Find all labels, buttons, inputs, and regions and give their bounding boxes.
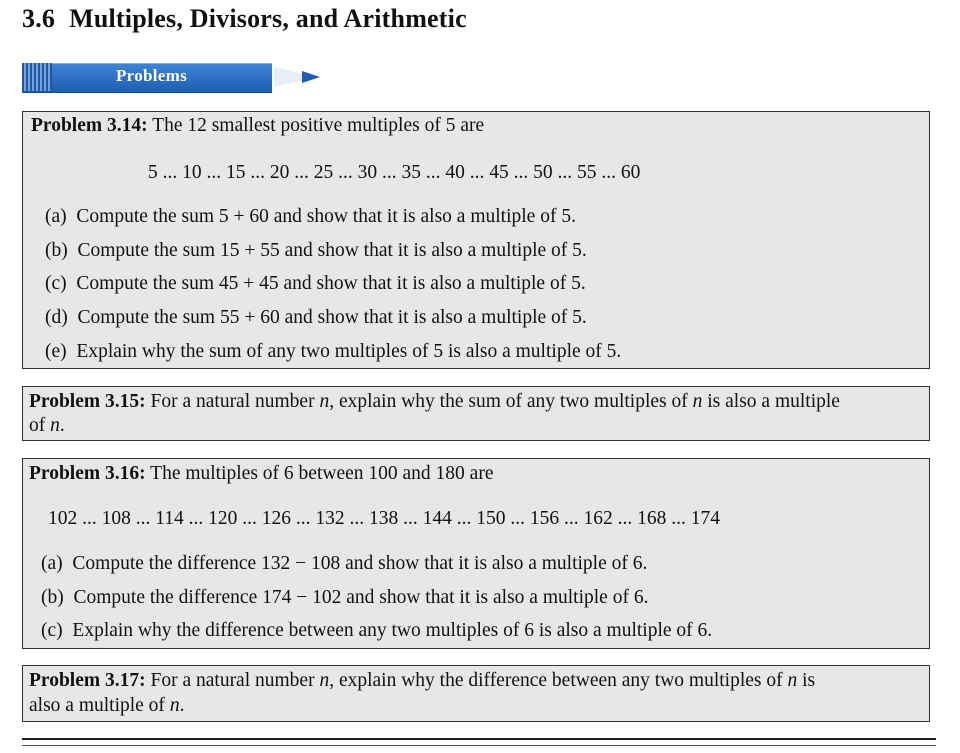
problem-3-16-heading [29, 462, 493, 486]
problem-3-15-box [22, 386, 930, 441]
variable-n: n [319, 391, 330, 412]
problem-3-16-box [22, 458, 930, 649]
problem-text: , explain why the sum of any two multiples of [329, 391, 693, 412]
part-tag: (c) [45, 273, 67, 294]
problem-part [41, 586, 648, 610]
problem-part [45, 340, 621, 364]
section-title-text: Multiples, Divisors, and Arithmetic [69, 4, 467, 33]
problem-statement: The multiples of 6 between 100 and 180 are [150, 463, 494, 484]
pencil-eraser-band [22, 63, 52, 91]
problem-text: . [179, 695, 185, 716]
problem-3-14-heading [31, 114, 484, 138]
problem-3-17-line-1 [29, 669, 815, 693]
part-tag: (b) [41, 587, 64, 608]
problem-statement: The 12 smallest positive multiples of 5 are [152, 115, 485, 136]
problem-text: is also a multiple [702, 391, 840, 412]
problem-part [41, 552, 647, 576]
part-text: Compute the sum 55 + 60 and show that it is also a multiple of 5. [77, 307, 587, 328]
problem-part [45, 306, 587, 330]
section-number: 3.6 [22, 4, 56, 33]
problem-text: is [797, 670, 816, 691]
problem-3-15-line-2 [29, 414, 65, 438]
problem-3-17-line-2 [29, 694, 184, 718]
problem-3-17-box [22, 665, 930, 722]
problem-label: Problem 3.15: [29, 391, 146, 412]
problem-3-14-box [22, 111, 930, 369]
bottom-rule-thin [22, 745, 936, 746]
problem-label: Problem 3.14: [31, 115, 148, 136]
part-text: Compute the sum 45 + 45 and show that it is also a multiple of 5. [76, 273, 586, 294]
problem-part [45, 205, 576, 229]
problems-banner [22, 63, 322, 91]
multiples-sequence: 5 ... 10 ... 15 ... 20 ... 25 ... 30 ... 35 ... 40 ... 45 ... 50 ... 55 ... 60 [148, 162, 641, 183]
problem-text: also a multiple of [29, 695, 170, 716]
bottom-rule [22, 738, 936, 740]
problem-text: . [59, 415, 65, 436]
multiples-sequence: 102 ... 108 ... 114 ... 120 ... 126 ... 132 ... 138 ... 144 ... 150 ... 156 ... 162 ... 168 ... 174 [48, 508, 721, 529]
part-tag: (a) [45, 206, 67, 227]
part-tag: (a) [41, 553, 63, 574]
part-text: Compute the difference 132 − 108 and show that it is also a multiple of 6. [72, 553, 648, 574]
variable-n: n [319, 670, 330, 691]
part-tag: (c) [41, 620, 63, 641]
part-tag: (d) [45, 307, 68, 328]
part-tag: (e) [45, 341, 67, 362]
part-text: Compute the sum 5 + 60 and show that it is also a multiple of 5. [76, 206, 576, 227]
problem-text: of [29, 415, 51, 436]
problem-label: Problem 3.16: [29, 463, 146, 484]
problem-text: For a natural number [150, 391, 320, 412]
problem-part [45, 272, 586, 296]
part-text: Compute the difference 174 − 102 and show that it is also a multiple of 6. [73, 587, 649, 608]
problem-text: , explain why the difference between any two multiples of [329, 670, 788, 691]
variable-n: n [169, 695, 180, 716]
section-title [22, 4, 467, 34]
part-text: Compute the sum 15 + 55 and show that it is also a multiple of 5. [77, 240, 587, 261]
part-text: Explain why the difference between any two multiples of 6 is also a multiple of 6. [72, 620, 713, 641]
variable-n: n [50, 415, 60, 436]
banner-label: Problems [116, 66, 188, 85]
problem-3-15-line-1 [29, 390, 840, 414]
problem-part [45, 239, 587, 263]
pencil-lead [302, 71, 320, 83]
problem-part [41, 619, 712, 643]
problem-label: Problem 3.17: [29, 670, 146, 691]
part-text: Explain why the sum of any two multiples of 5 is also a multiple of 5. [76, 341, 622, 362]
problem-text: For a natural number [150, 670, 320, 691]
variable-n: n [692, 391, 703, 412]
variable-n: n [787, 670, 798, 691]
part-tag: (b) [45, 240, 68, 261]
